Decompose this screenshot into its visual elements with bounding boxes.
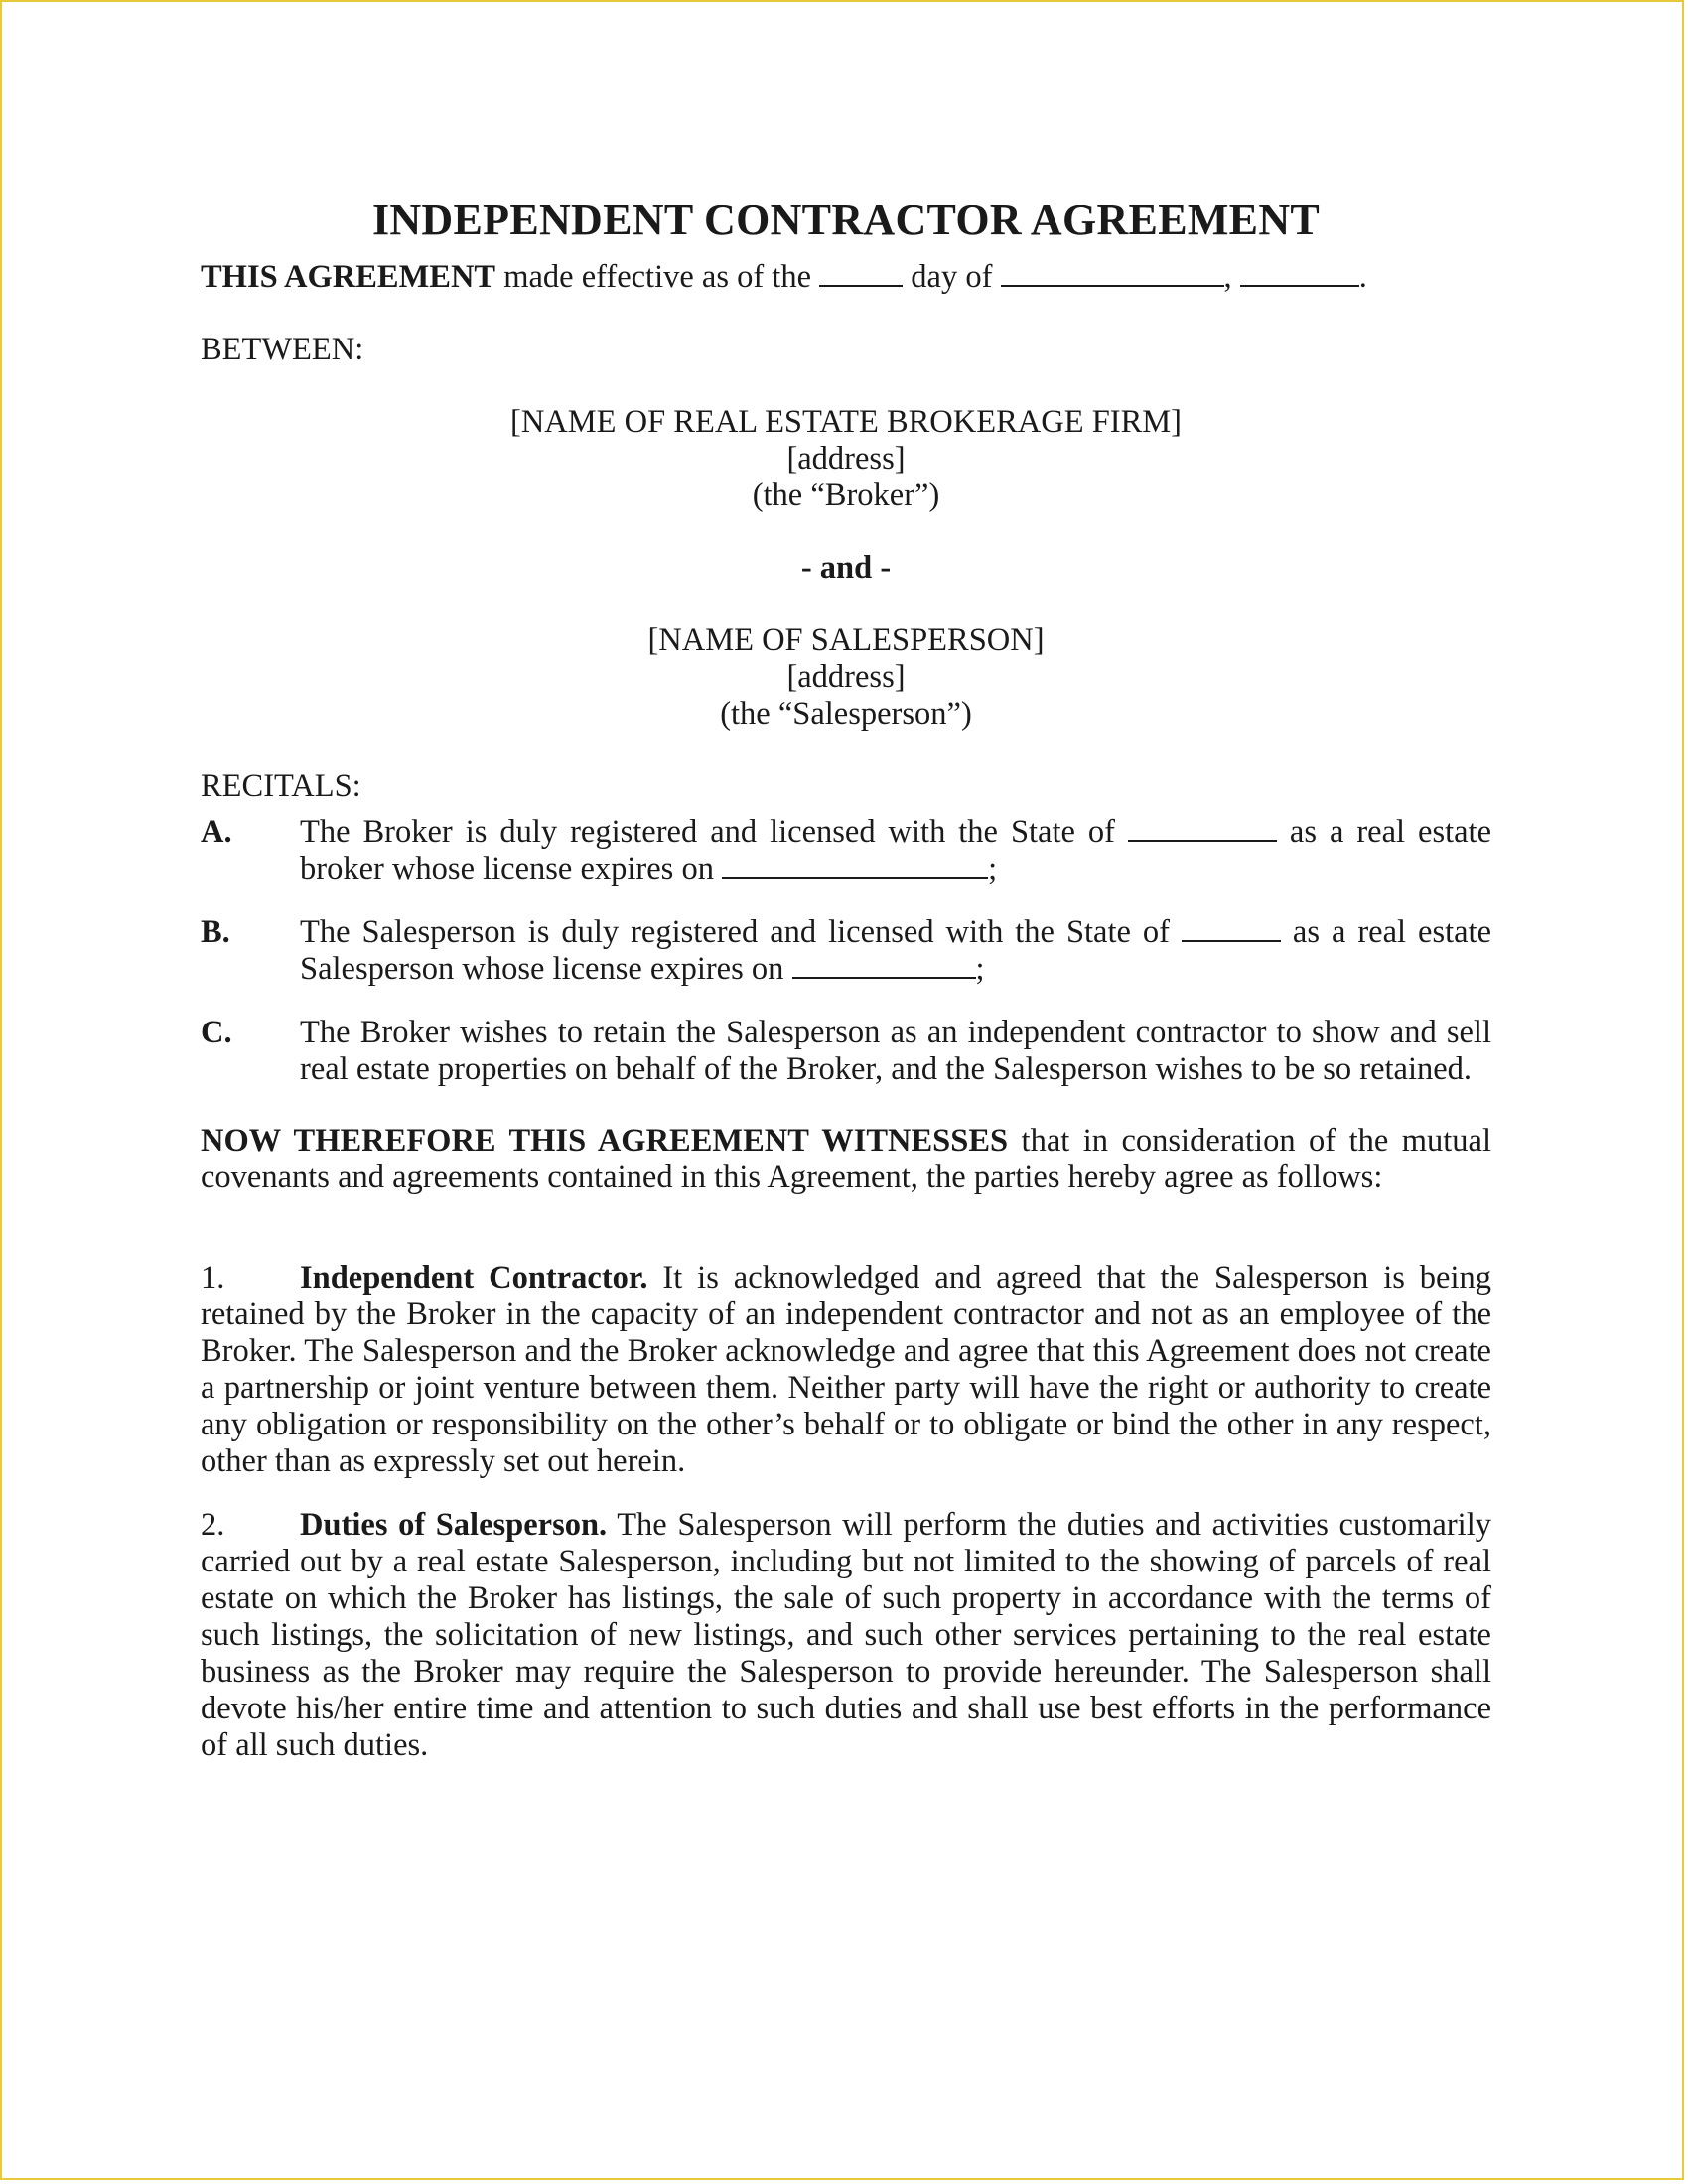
clause-1: 1. Independent Contractor. It is acknowledged and agreed that the Salesperson is being retained by the Broker in the capacity of an independent contractor and not as an employee of the Broker. The Salesperson and the Broker acknowledge and agree that this Agreement does not create a partnership or joint venture between them. Neither party will have the right or authority to create any obligation or responsibility on the other’s behalf or to obligate or bind the other in any respect, other than as expressly set out herein. xyxy=(201,1260,1491,1479)
witness-lead: NOW THEREFORE THIS AGREEMENT WITNESSES xyxy=(201,1123,1009,1159)
clause-heading: Independent Contractor. xyxy=(300,1260,648,1296)
and-separator: - and - xyxy=(800,550,892,586)
broker-party xyxy=(201,404,1491,514)
recital-a: A. The Broker is duly registered and licensed with the State of as a real estate broker whose license expires on ; xyxy=(201,814,1492,887)
salesperson-role: (the “Salesperson”) xyxy=(720,696,972,732)
document-title: INDEPENDENT CONTRACTOR AGREEMENT xyxy=(371,196,1321,244)
document-body xyxy=(201,196,1491,1764)
broker-name: [NAME OF REAL ESTATE BROKERAGE FIRM] xyxy=(510,404,1182,440)
recital-c: C. The Broker wishes to retain the Salesperson as an independent contractor to show and sell real estate properties on behalf of the Broker, and the Salesperson wishes to be so retained. xyxy=(201,1015,1491,1087)
month-blank[interactable] xyxy=(1001,259,1224,287)
recitals-label: RECITALS: xyxy=(201,768,361,804)
recital-letter: A. xyxy=(201,814,232,850)
recital-letter: C. xyxy=(201,1015,232,1050)
salesperson-state-blank[interactable] xyxy=(1182,914,1281,942)
clause-heading: Duties of Salesperson. xyxy=(300,1507,608,1543)
salesperson-address: [address] xyxy=(786,659,906,695)
witness-paragraph: NOW THEREFORE THIS AGREEMENT WITNESSES that in consideration of the mutual covenants and agreements contained in this Agreement, the parties hereby agree as follows: xyxy=(201,1123,1492,1195)
day-blank[interactable] xyxy=(819,259,903,287)
salesperson-name: [NAME OF SALESPERSON] xyxy=(647,622,1045,658)
clause-number: 1. xyxy=(201,1260,225,1296)
recital-b: B. The Salesperson is duly registered and licensed with the State of as a real estate Salesperson whose license expires on ; xyxy=(201,914,1492,987)
salesperson-party xyxy=(201,622,1491,733)
clause-2: 2. Duties of Salesperson. The Salesperson will perform the duties and activities customarily carried out by a real estate Salesperson, including but not limited to the showing of parcels of real estate on which the Broker has listings, the sale of such property in accordance with the terms of such listings, the solicitation of new listings, and such other services pertaining to the real estate business as the Broker may require the Salesperson to provide hereunder. The Salesperson shall devote his/her entire time and attention to such duties and shall use best efforts in the performance of all such duties. xyxy=(201,1507,1491,1763)
between-label: BETWEEN: xyxy=(201,332,364,367)
effective-date-line: THIS AGREEMENT made effective as of the day of , . xyxy=(201,259,1367,295)
broker-address: [address] xyxy=(786,441,906,477)
year-blank[interactable] xyxy=(1240,259,1359,287)
broker-role: (the “Broker”) xyxy=(752,478,940,513)
clause-number: 2. xyxy=(201,1507,225,1543)
recital-letter: B. xyxy=(201,914,230,950)
salesperson-license-expiry-blank[interactable] xyxy=(792,951,976,979)
effective-lead: THIS AGREEMENT xyxy=(201,259,496,295)
broker-license-expiry-blank[interactable] xyxy=(722,851,988,879)
broker-state-blank[interactable] xyxy=(1128,814,1277,842)
